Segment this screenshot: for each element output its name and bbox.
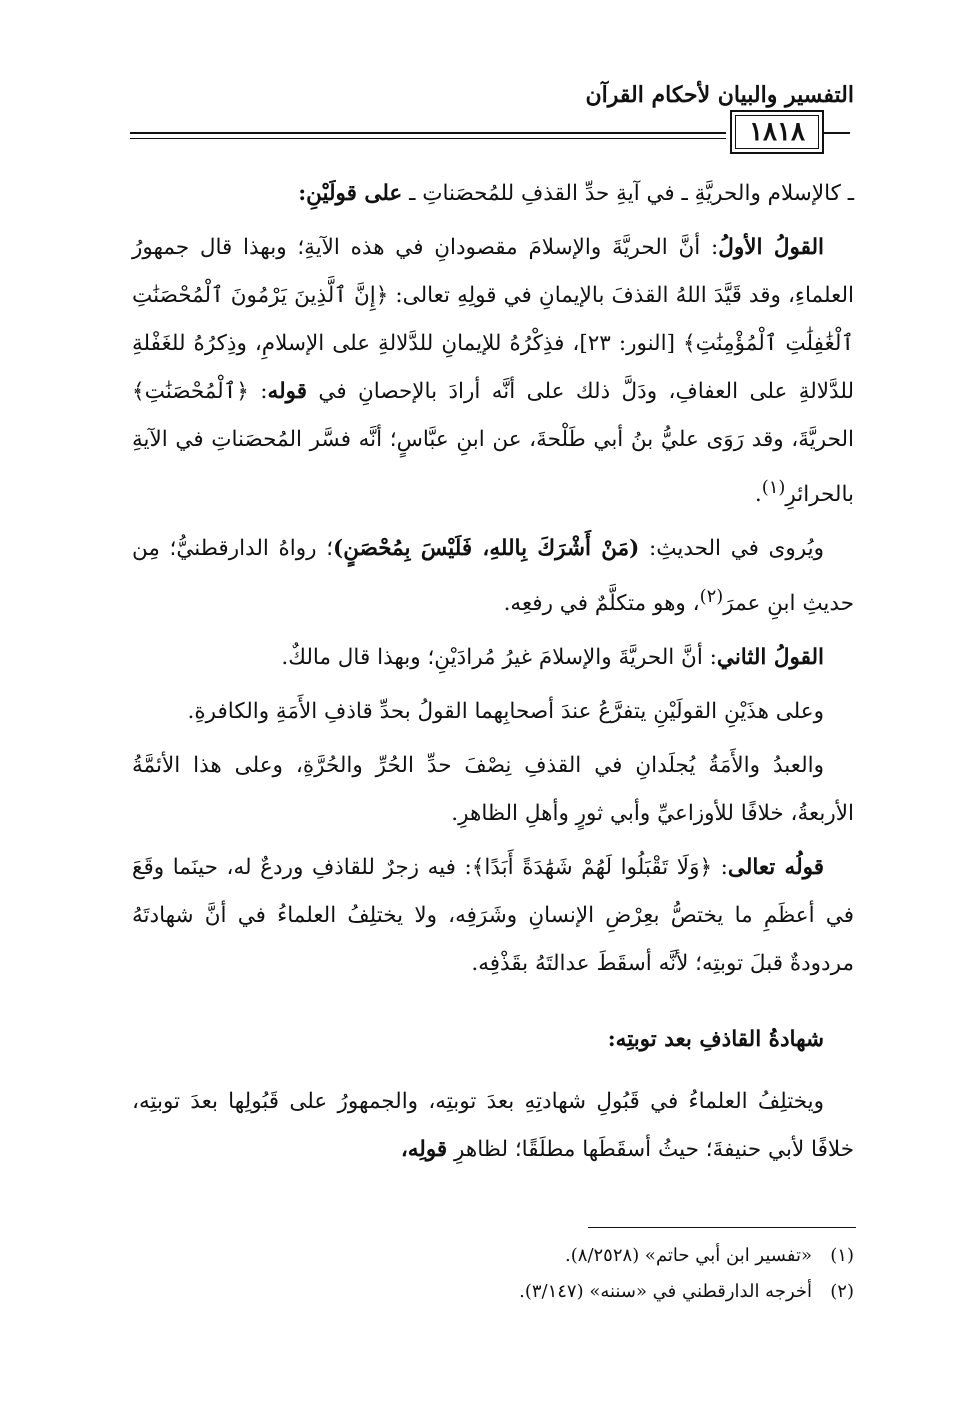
text-run: ﴿إِنَّ ٱلَّذِينَ يَرْمُونَ ٱلْمُحْصَنَٰتِ ٱلْغَٰفِلَٰتِ ٱلْمُؤْمِنَٰتِ﴾ [132,283,854,356]
footnotes [134,1238,854,1310]
section-heading: شهادةُ القاذفِ بعد توبتِه: [607,1027,824,1053]
footnote-ref: (٢) [699,586,724,608]
paragraph [132,1078,854,1174]
paragraph [132,525,854,628]
running-title: التفسير والبيان لأحكام القرآن [585,82,854,108]
footnote-number: (٢) [830,1281,854,1302]
footnote-number: (١) [830,1245,854,1266]
paragraphs [132,170,854,988]
bold-phrase: على قولَيْنِ: [298,181,403,206]
text-run: ويختلِفُ العلماءُ في قَبُولِ شهادتِهِ بعدَ توبتِه، والجمهورُ على قَبُولِها بعدَ توبتِه، خلافًا لأبي حنيفةَ؛ حيثُ أسقَطَها مطلَقًا؛ لظاهرِ [132,1089,854,1163]
footnote-text: أخرجه الدارقطني في «سننه» (٣/١٤٧). [519,1281,812,1302]
paragraph [132,170,854,218]
text-run: : أنَّ الحريَّةَ والإسلامَ غيرُ مُرادَيْنِ؛ وبهذا قال مالكٌ. [281,645,717,671]
paragraph [132,844,854,988]
footnote [134,1238,854,1274]
bold-phrase: القولُ الأولُ [718,235,824,260]
header-rule [130,132,726,134]
text-run: ـ كالإسلام والحريَّةِ ـ في آيةِ حدِّ القذفِ للمُحصَناتِ ـ [402,181,854,206]
bold-phrase: القولُ الثاني [716,645,824,671]
text-run: والعبدُ والأَمَةُ يُجلَدانِ في القذفِ نِصْفَ حدِّ الحُرِّ والحُرَّةِ، وعلى هذا الأئمَّةُ الأربعةُ، خلافًا للأوزاعيِّ وأبي ثورٍ وأهلِ الظاهرِ. [132,753,854,827]
paragraph [132,688,854,736]
page-number: ١٨١٨ [730,110,824,154]
bold-phrase: قوله [267,379,308,404]
footnote-text: «تفسير ابن أبي حاتم» (٨/٢٥٢٨). [565,1245,812,1266]
bold-phrase: (مَنْ أَشْرَكَ بِاللهِ، فَلَيْسَ بِمُحْصَنٍ) [333,536,640,562]
text-run: : ﴿وَلَا تَقْبَلُوا لَهُمْ شَهَٰدَةً أَبَدًا﴾: فيه زجرٌ للقاذفِ وردعٌ له، حينَما وقَعَ في أعظَمِ ما يختصُّ بعِرْضِ الإنسانِ وشَرَفِه، ولا يختلِفُ العلماءُ في أنَّ شهادتَهُ مردودةٌ قبلَ توبتِه؛ لأنَّه أسقَطَ عدالتَهُ بقَذْفِه. [132,855,854,977]
footnote-rule [588,1227,856,1228]
text-run: : أنَّ الحريَّةَ والإسلامَ مقصودانِ في هذه الآيةِ؛ وبهذا قال جمهورُ العلماءِ، وقد قَيَّدَ اللهُ القذفَ بالإيمانِ في قولِهِ تعالى: [132,235,854,308]
bold-phrase: قولُه تعالى [727,855,825,881]
text-run: ويُروى في الحديثِ: [639,536,824,562]
footnote [134,1274,854,1310]
text-run: [النور: ٢٣]، فذِكْرُهُ للإيمانِ للدَّلالةِ على الإسلامِ، وذِكرُهُ للغَفْلةِ للدَّلالةِ على العفافِ، ودَلَّ ذلك على أنَّه أرادَ بالإحصانِ في [132,331,854,404]
text-run: وعلى هذَيْنِ القولَيْنِ يتفرَّعُ عندَ أصحابِهما القولُ بحدِّ قاذفِ الأَمَةِ والكافرةِ. [187,699,824,725]
paragraph [132,742,854,838]
paragraph [132,224,854,519]
footnote-ref: (١) [761,477,786,498]
text-run: . [754,482,762,508]
text-run: : ﴿ٱلْمُحْصَنَٰتِ﴾ الحريَّةَ، وقد رَوَى عليُّ بنُ أبي طَلْحةَ، عن ابنِ عبَّاسٍ؛ أنَّه فسَّر المُحصَناتِ في الآيةِ بالحرائرِ [132,379,854,508]
body-text [132,170,854,1180]
header-rule-right [822,132,850,134]
bold-phrase: قولِه، [400,1137,448,1163]
text-run: ؛ رواهُ الدارقطنيُّ؛ مِن حديثِ ابنِ عمرَ [132,536,854,617]
paragraph [132,634,854,682]
text-run: ، وهو متكلَّمٌ في رفعِه. [503,591,700,617]
